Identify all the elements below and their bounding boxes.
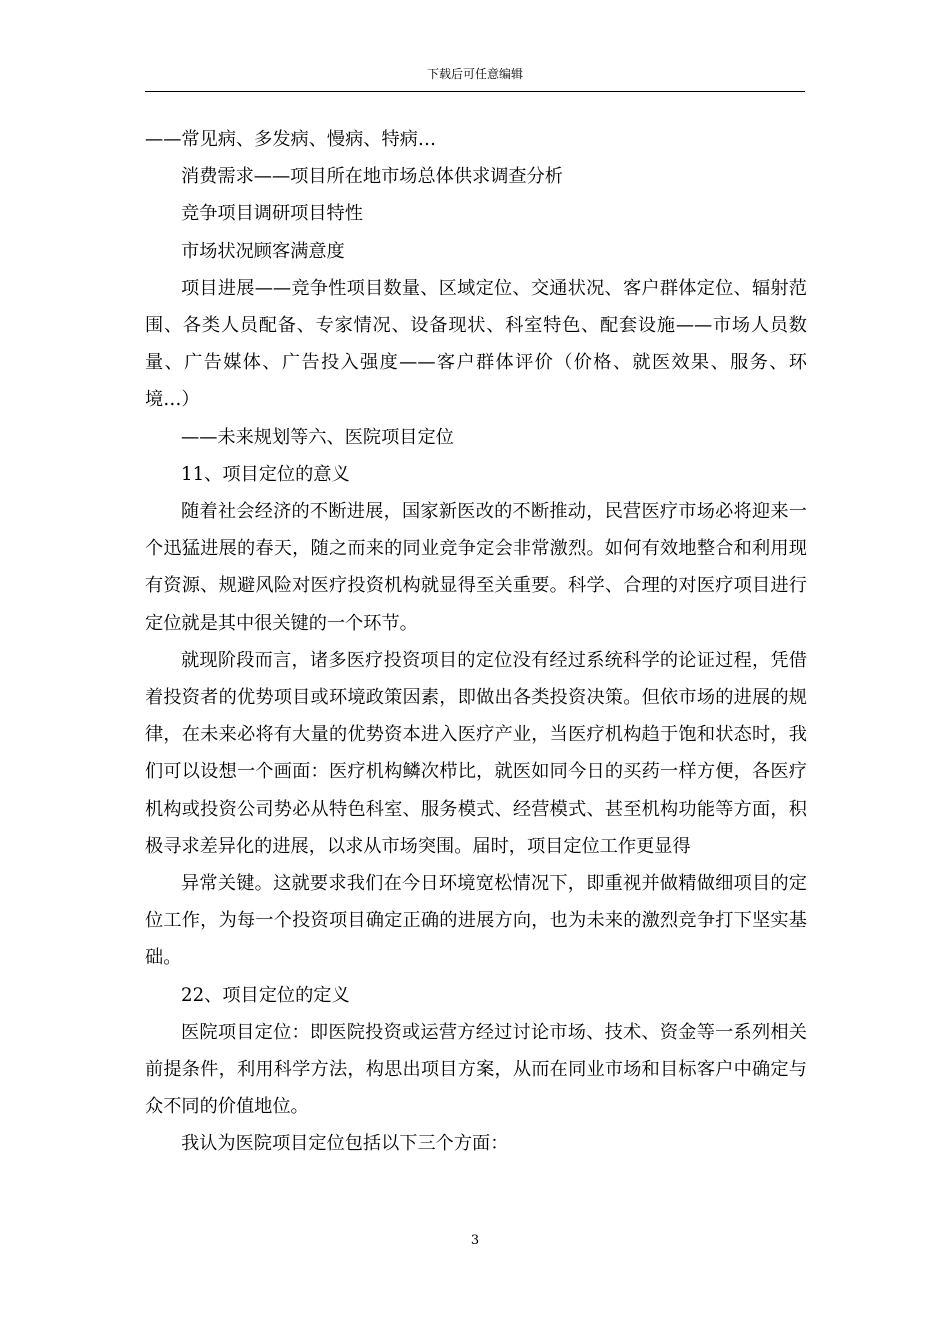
paragraph: 消费需求——项目所在地市场总体供求调查分析 <box>181 166 563 188</box>
paragraph: 就现阶段而言，诸多医疗投资项目的定位没有经过系统科学的论证过程，凭借着投资者的优势项目或环境政策因素，即做出各类投资决策。但依市场的进展的规律，在未来必将有大量的优势资本进入医疗产业，当医疗机构趋于饱和状态时，我们可以设想一个画面：医疗机构鳞次栉比，就医如同今日的买药一样方便，各医疗机构或投资公司势必从特色科室、服务模式、经营模式、甚至机构功能等方面，积极寻求差异化的进展，以求从市场突围。届时，项目定位工作更显得 <box>145 649 807 857</box>
paragraph: 随着社会经济的不断进展，国家新医改的不断推动，民营医疗市场必将迎来一个迅猛进展的春天，随之而来的同业竞争定会非常激烈。如何有效地整合和利用现有资源、规避风险对医疗投资机构就显得至关重要。科学、合理的对医疗项目进行定位就是其中很关键的一个环节。 <box>145 501 807 634</box>
page-number: 3 <box>470 1233 480 1248</box>
page-header <box>0 66 950 82</box>
paragraph: 项目进展——竞争性项目数量、区域定位、交通状况、客户群体定位、辐射范围、各类人员配备、专家情况、设备现状、科室特色、配套设施——市场人员数量、广告媒体、广告投入强度——客户群体评价（价格、就医效果、服务、环境…） <box>145 277 807 411</box>
paragraph: ——常见病、多发病、慢病、特病… <box>145 129 437 150</box>
paragraph: 市场状况顾客满意度 <box>181 240 345 262</box>
section-heading: 11、项目定位的意义 <box>181 463 350 485</box>
document-body <box>145 121 807 1163</box>
header-rule <box>145 91 805 92</box>
paragraph: 医院项目定位：即医院投资或运营方经过讨论市场、技术、资金等一系列相关前提条件，利用科学方法，构思出项目方案，从而在同业市场和目标客户中确定与众不同的价值地位。 <box>145 1021 807 1118</box>
paragraph: 异常关键。这就要求我们在今日环境宽松情况下，即重视并做精做细项目的定位工作，为每一个投资项目确定正确的进展方向，也为未来的激烈竞争打下坚实基础。 <box>145 873 807 969</box>
paragraph: 我认为医院项目定位包括以下三个方面： <box>181 1133 509 1155</box>
paragraph: 竞争项目调研项目特性 <box>181 203 363 225</box>
paragraph: ——未来规划等六、医院项目定位 <box>181 426 454 448</box>
section-heading: 22、项目定位的定义 <box>181 984 350 1006</box>
header-text: 下载后可任意编辑 <box>426 67 523 81</box>
